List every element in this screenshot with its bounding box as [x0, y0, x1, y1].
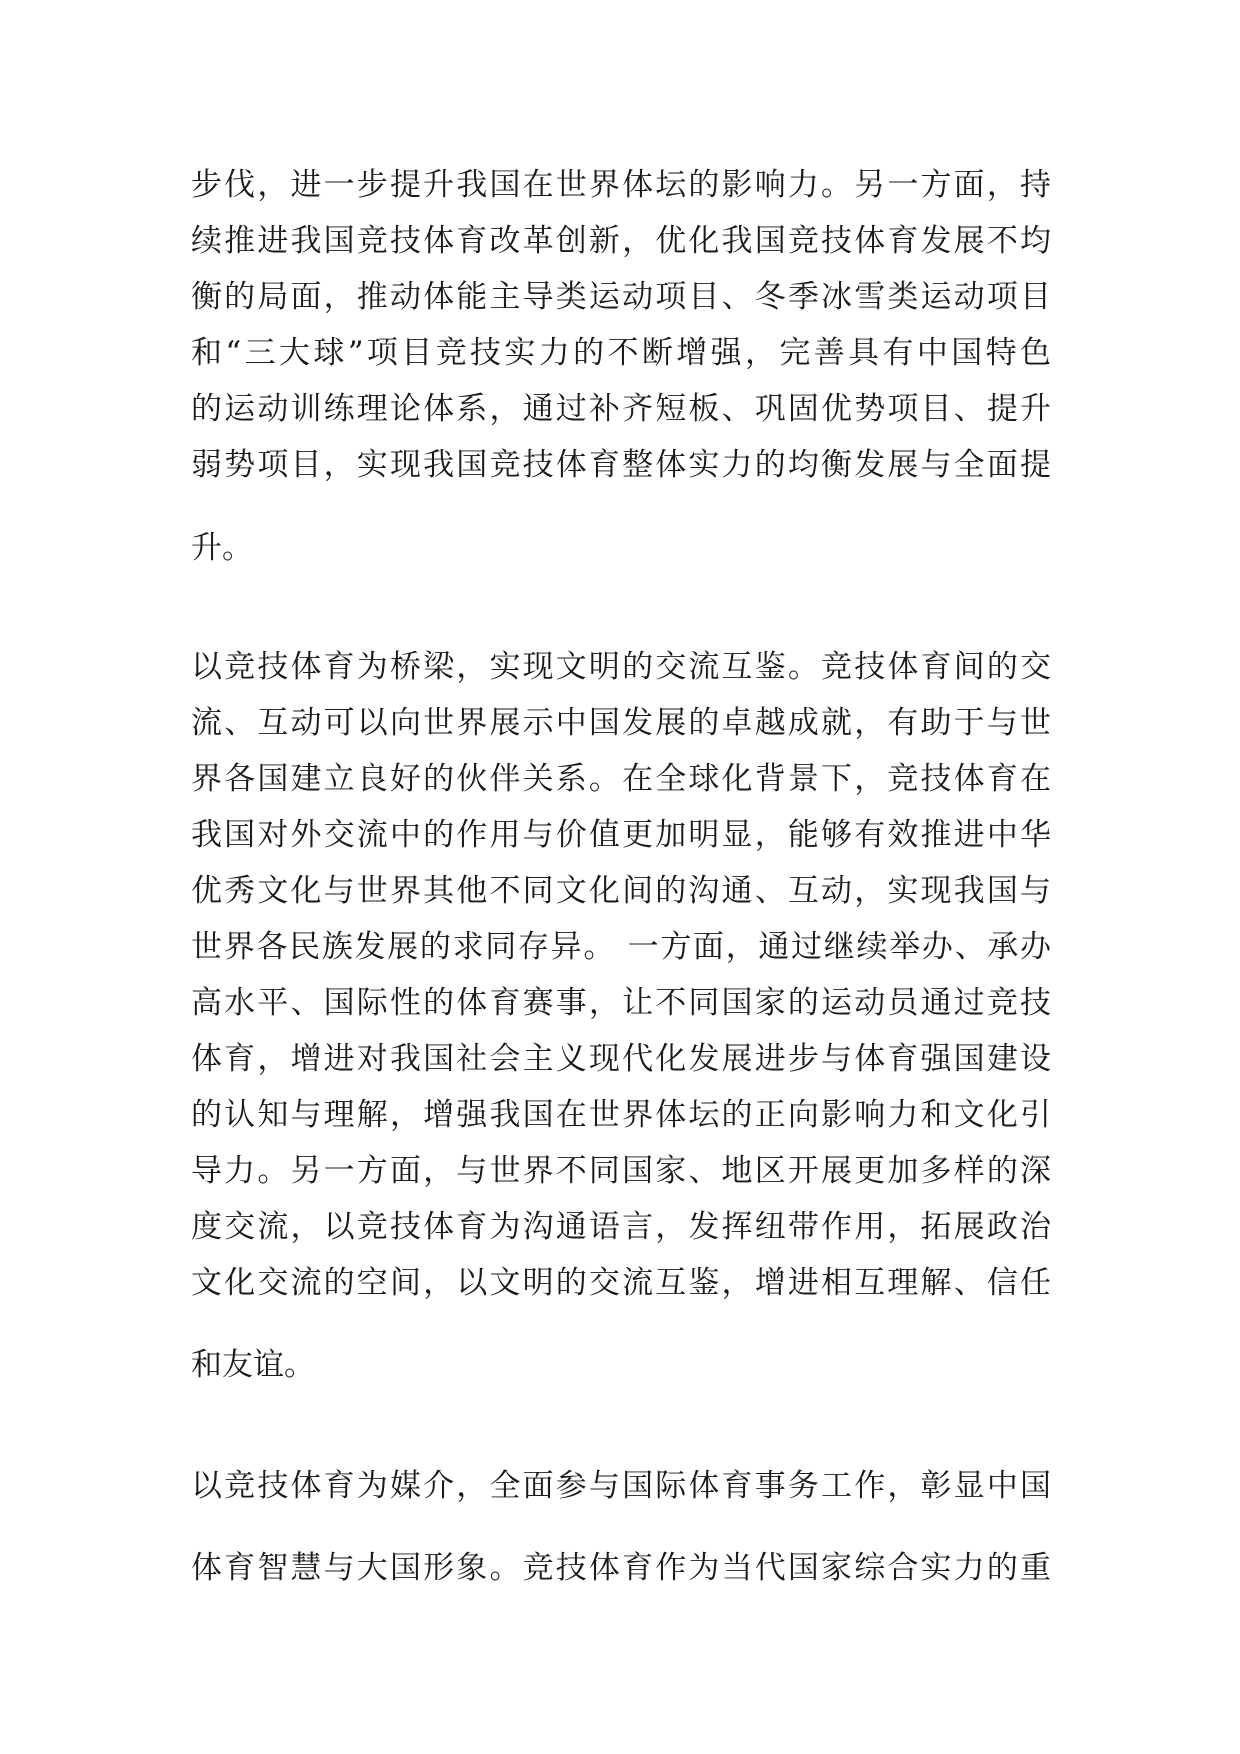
paragraph-2-line-7: 高水平、国际性的体育赛事，让不同国家的运动员通过竞技 — [191, 985, 1051, 1021]
paragraph-2-line-8: 体育，增进对我国社会主义现代化发展进步与体育强国建设 — [191, 1041, 1051, 1077]
paragraph-1-line-2: 续推进我国竞技体育改革创新，优化我国竞技体育发展不均 — [191, 223, 1051, 259]
paragraph-2-line-9: 的认知与理解，增强我国在世界体坛的正向影响力和文化引 — [191, 1097, 1051, 1133]
paragraph-1-line-4: 和“三大球”项目竞技实力的不断增强，完善具有中国特色 — [191, 335, 1051, 371]
paragraph-1-line-6: 弱势项目，实现我国竞技体育整体实力的均衡发展与全面提 — [191, 447, 1051, 483]
paragraph-1-line-5: 的运动训练理论体系，通过补齐短板、巩固优势项目、提升 — [191, 391, 1051, 427]
paragraph-1-line-7: 升。 — [191, 530, 253, 566]
paragraph-2-line-3: 界各国建立良好的伙伴关系。在全球化背景下，竞技体育在 — [191, 761, 1051, 797]
paragraph-2-line-12: 文化交流的空间，以文明的交流互鉴，增进相互理解、信任 — [191, 1265, 1051, 1301]
paragraph-2-line-5: 优秀文化与世界其他不同文化间的沟通、互动，实现我国与 — [191, 873, 1051, 909]
paragraph-2-line-10: 导力。另一方面，与世界不同国家、地区开展更加多样的深 — [191, 1153, 1051, 1189]
paragraph-1-line-1: 步伐，进一步提升我国在世界体坛的影响力。另一方面，持 — [191, 167, 1051, 203]
paragraph-3-line-2: 体育智慧与大国形象。竞技体育作为当代国家综合实力的重 — [191, 1550, 1051, 1586]
paragraph-2-line-11: 度交流，以竞技体育为沟通语言，发挥纽带作用，拓展政治 — [191, 1209, 1051, 1245]
paragraph-2-line-2: 流、互动可以向世界展示中国发展的卓越成就，有助于与世 — [191, 705, 1051, 741]
paragraph-2-line-4: 我国对外交流中的作用与价值更加明显，能够有效推进中华 — [191, 817, 1051, 853]
paragraph-2-line-1: 以竞技体育为桥梁，实现文明的交流互鉴。竞技体育间的交 — [191, 649, 1051, 685]
paragraph-1-line-3: 衡的局面，推动体能主导类运动项目、冬季冰雪类运动项目 — [191, 279, 1051, 315]
paragraph-2-line-6: 世界各民族发展的求同存异。 一方面，通过继续举办、承办 — [191, 929, 1051, 965]
paragraph-3-line-1: 以竞技体育为媒介，全面参与国际体育事务工作，彰显中国 — [191, 1468, 1051, 1504]
paragraph-2-line-13: 和友谊。 — [191, 1347, 315, 1383]
